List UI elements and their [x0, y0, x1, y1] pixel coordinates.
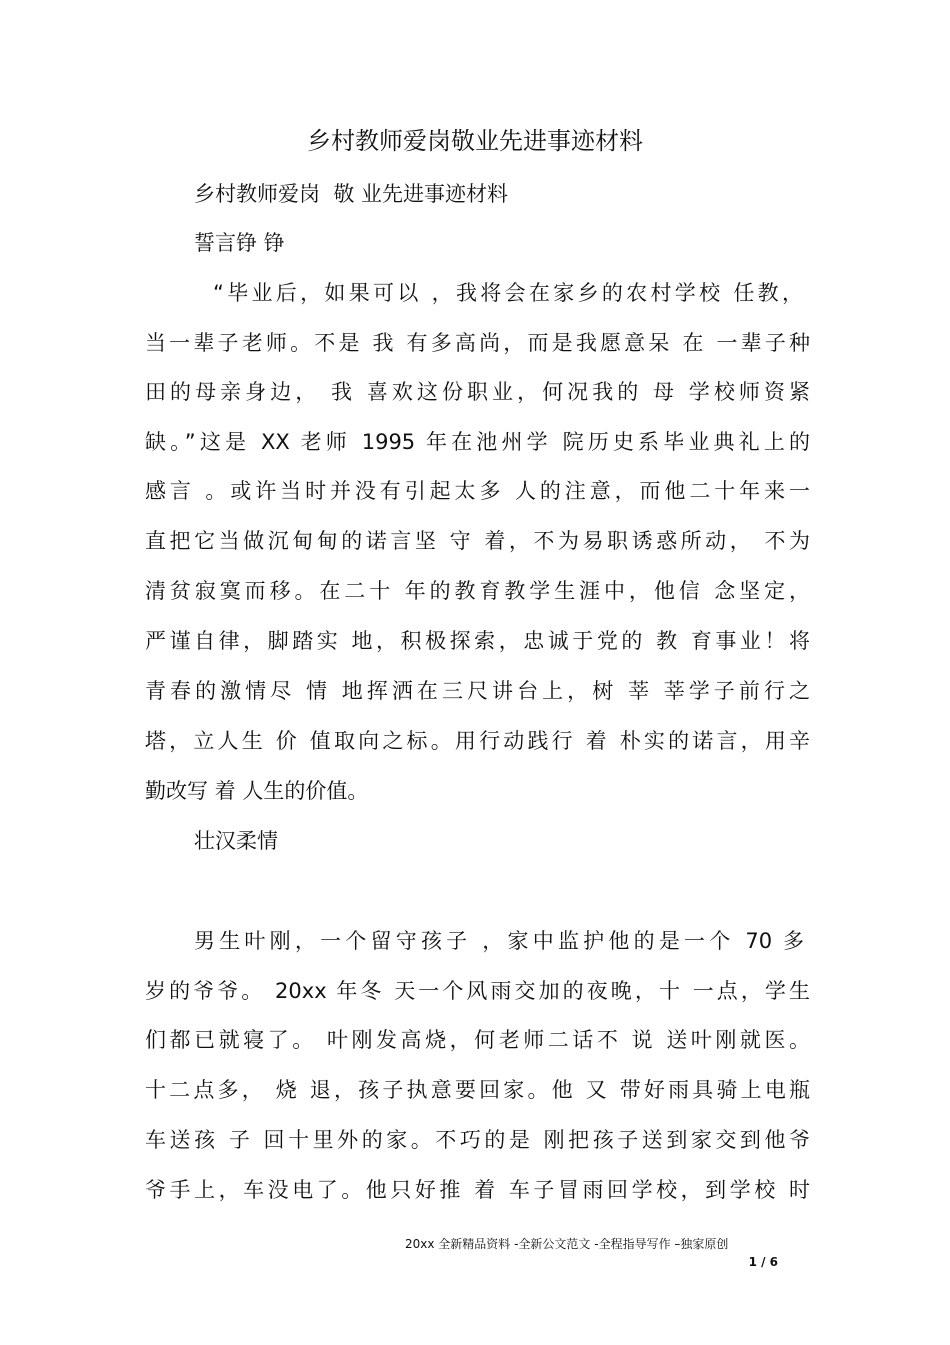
page-number: 1 / 6: [748, 1255, 778, 1269]
section-heading-vow: 誓言铮 铮: [194, 231, 285, 255]
paragraph-line: 严谨自律，脚踏实 地，积极探索，忠诚于党的 教 育事业！将: [145, 629, 810, 653]
paragraph-line: 塔，立人生 价 值取向之标。用行动践行 着 朴实的诺言，用辛: [145, 729, 810, 753]
paragraph-line: “毕业后，如果可以 ，我将会在家乡的农村学校 任教，: [213, 281, 803, 305]
paragraph-line: 勤改写 着 人生的价值。: [145, 779, 369, 803]
page-footer: 20xx 全新精品资料 -全新公文范文 -全程指导写作 –独家原创: [405, 1237, 729, 1251]
paragraph-line: 当一辈子老师。不是 我 有多高尚，而是我愿意呆 在 一辈子种: [145, 331, 810, 355]
paragraph-line: 田的母亲身边， 我 喜欢这份职业，何况我的 母 学校师资紧: [145, 380, 810, 404]
paragraph-line: 清贫寂寞而移。在二十 年的教育教学生涯中，他信 念坚定，: [145, 579, 810, 603]
paragraph-line: 青春的激情尽 情 地挥洒在三尺讲台上，树 莘 莘学子前行之: [145, 679, 810, 703]
paragraph-line: 感言 。或许当时并没有引起太多 人的注意，而他二十年来一: [145, 479, 810, 503]
paragraph-line: 岁的爷爷。 20xx 年冬 天一个风雨交加的夜晚，十 一点，学生: [145, 979, 810, 1003]
paragraph-line: 们都已就寝了。 叶刚发高烧，何老师二话不 说 送叶刚就医。: [145, 1028, 810, 1052]
section-heading-tender: 壮汉柔情: [194, 829, 278, 853]
document-title: 乡村教师爱岗敬业先进事迹材料: [307, 127, 643, 155]
paragraph-line: 男生叶刚，一个留守孩子 ，家中监护他的是一个 70 多: [194, 929, 804, 953]
paragraph-line: 缺。”这是 XX 老师 1995 年在池州学 院历史系毕业典礼上的: [145, 430, 810, 454]
paragraph-line: 直把它当做沉甸甸的诺言坚 守 着，不为易职诱惑所动， 不为: [145, 529, 810, 553]
paragraph-line: 爷手上，车没电了。他只好推 着 车子冒雨回学校，到学校 时: [145, 1178, 810, 1202]
paragraph-line: 十二点多， 烧 退，孩子执意要回家。他 又 带好雨具骑上电瓶: [145, 1078, 810, 1102]
document-subtitle: 乡村教师爱岗 敬 业先进事迹材料: [194, 182, 509, 206]
paragraph-line: 车送孩 子 回十里外的家。不巧的是 刚把孩子送到家交到他爷: [145, 1128, 810, 1152]
